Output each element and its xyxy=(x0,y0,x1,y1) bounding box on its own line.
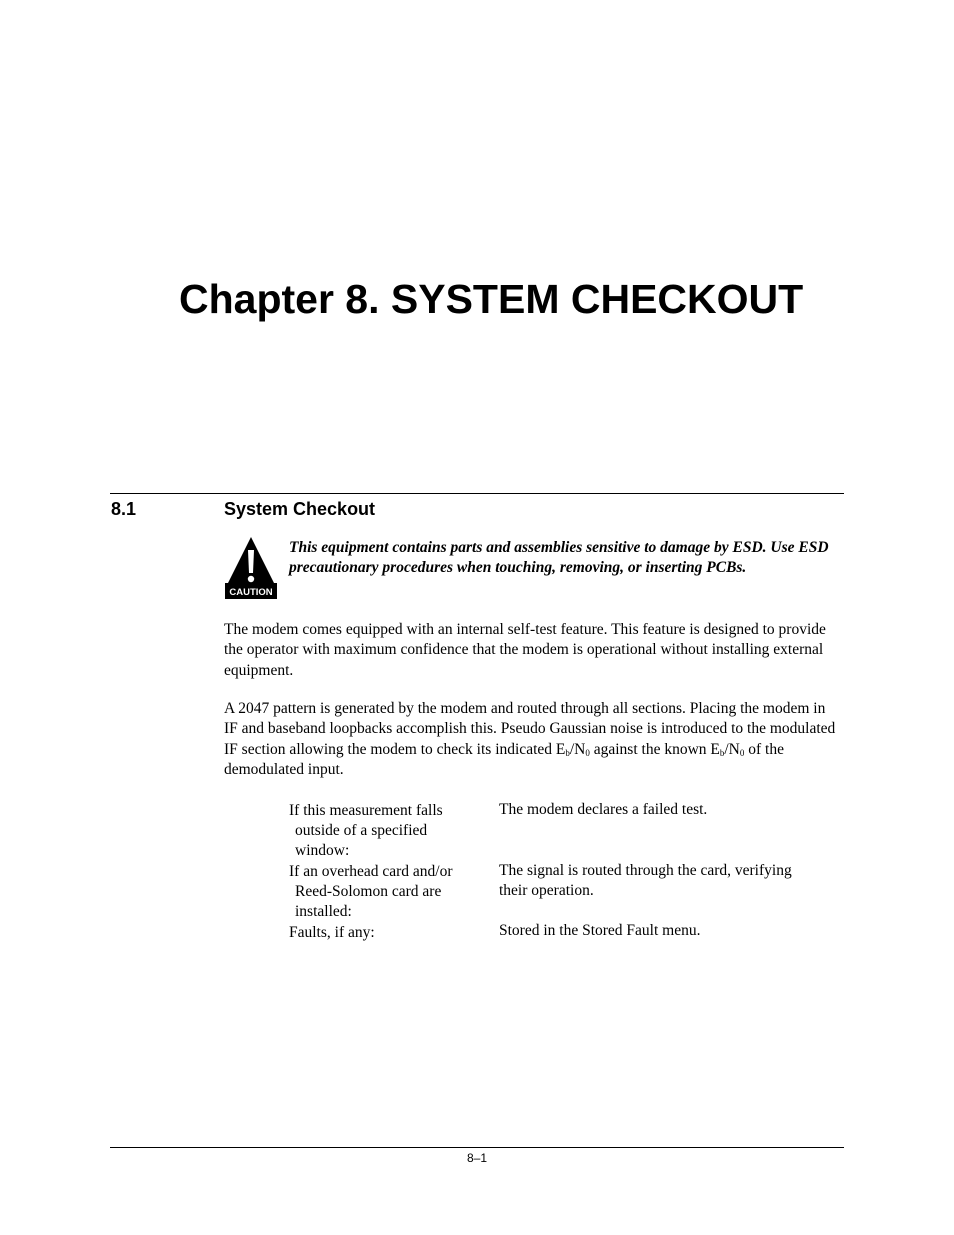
n0-subscript-2: 0 xyxy=(739,747,745,758)
page-number: 8–1 xyxy=(466,1151,488,1165)
section-top-rule xyxy=(110,493,844,494)
eb-subscript-1: b xyxy=(565,747,570,758)
table-row-value: The signal is routed through the card, verifying their operation. xyxy=(499,862,792,899)
caution-warning-icon xyxy=(225,536,277,599)
chapter-title: Chapter 8. SYSTEM CHECKOUT xyxy=(179,276,804,322)
label-line: If an overhead card and/or xyxy=(289,863,453,880)
pattern-text-1: A 2047 pattern is generated by the modem and routed through all sections. Placing the modem in IF and baseband loopbacks accomplish this. Pseudo Gaussian noise is introduced to the modulated IF section allowing the modem to check its indicated E xyxy=(224,700,836,758)
label-line: Faults, if any: xyxy=(289,924,375,941)
caution-text: This equipment contains parts and assemblies sensitive to damage by ESD. Use ESD precautionary procedures when touching, removing, or inserting PCBs. xyxy=(289,539,829,576)
section-number: 8.1 xyxy=(111,499,137,519)
caution-badge-label: CAUTION xyxy=(229,587,273,598)
n-symbol-2: /N xyxy=(724,740,740,758)
label-line: outside of a specified xyxy=(295,822,428,839)
n0-subscript-1: 0 xyxy=(585,747,590,758)
pattern-paragraph xyxy=(224,699,839,780)
table-row-label xyxy=(289,801,484,861)
table-row-label xyxy=(289,862,484,922)
table-row-label xyxy=(289,923,484,943)
pattern-text-3: of the demodulated input. xyxy=(224,740,784,778)
footer-rule xyxy=(110,1147,844,1148)
label-line: installed: xyxy=(295,903,352,920)
section-title: System Checkout xyxy=(224,499,376,519)
n-symbol-1: /N xyxy=(569,740,586,758)
intro-paragraph: The modem comes equipped with an internal self-test feature. This feature is designed to provide the operator with maximum confidence that the modem is operational without installing external equipment. xyxy=(224,621,826,679)
label-line: window: xyxy=(295,842,350,859)
eb-subscript-2: b xyxy=(719,747,725,758)
table-row-value: Stored in the Stored Fault menu. xyxy=(499,922,701,939)
label-line: If this measurement falls xyxy=(289,802,443,819)
table-row-value: The modem declares a failed test. xyxy=(499,801,708,818)
label-line: Reed-Solomon card are xyxy=(295,883,442,900)
pattern-text-2: against the known E xyxy=(589,740,720,758)
